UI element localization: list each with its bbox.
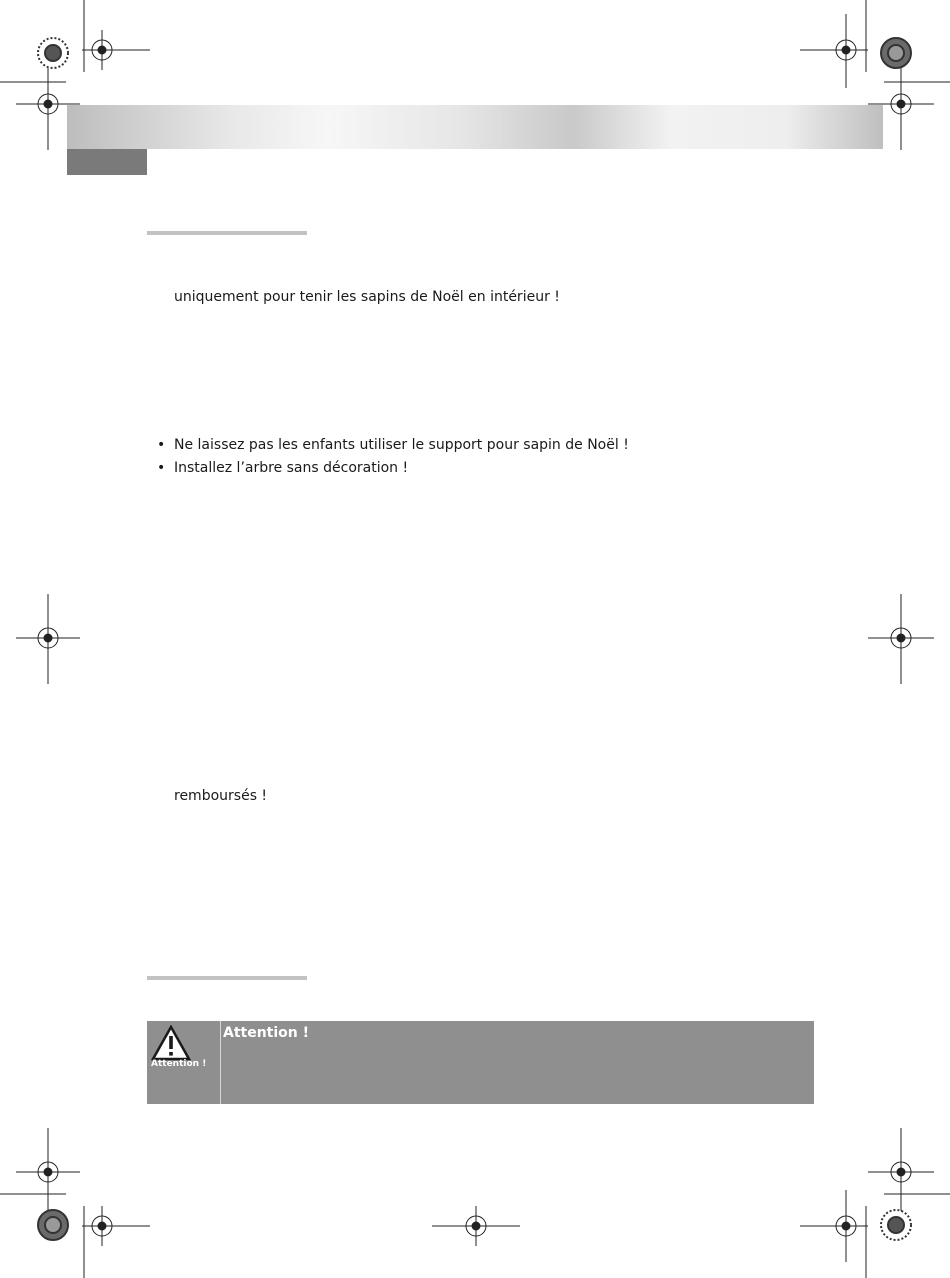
bullet-text: Installez l’arbre sans décoration !	[174, 460, 409, 476]
paragraph-refund: remboursés !	[174, 788, 268, 804]
warning-icon-label: Attention !	[151, 1059, 207, 1069]
warning-title: Attention !	[223, 1025, 310, 1041]
bullet-text: Ne laissez pas les enfants utiliser le support pour sapin de Noël !	[174, 437, 629, 453]
bullet-item	[157, 457, 629, 480]
warning-box	[147, 1021, 814, 1104]
safety-bullet-list	[157, 434, 629, 480]
header-page-tab	[67, 149, 147, 175]
header-gradient-band	[67, 105, 883, 149]
section-divider-bottom	[147, 976, 307, 980]
warning-icon-cell	[147, 1021, 221, 1104]
section-divider-top	[147, 231, 307, 235]
warning-triangle-icon	[151, 1025, 191, 1061]
bullet-item	[157, 434, 629, 457]
paragraph-indoor-use: uniquement pour tenir les sapins de Noël en intérieur !	[174, 289, 560, 305]
